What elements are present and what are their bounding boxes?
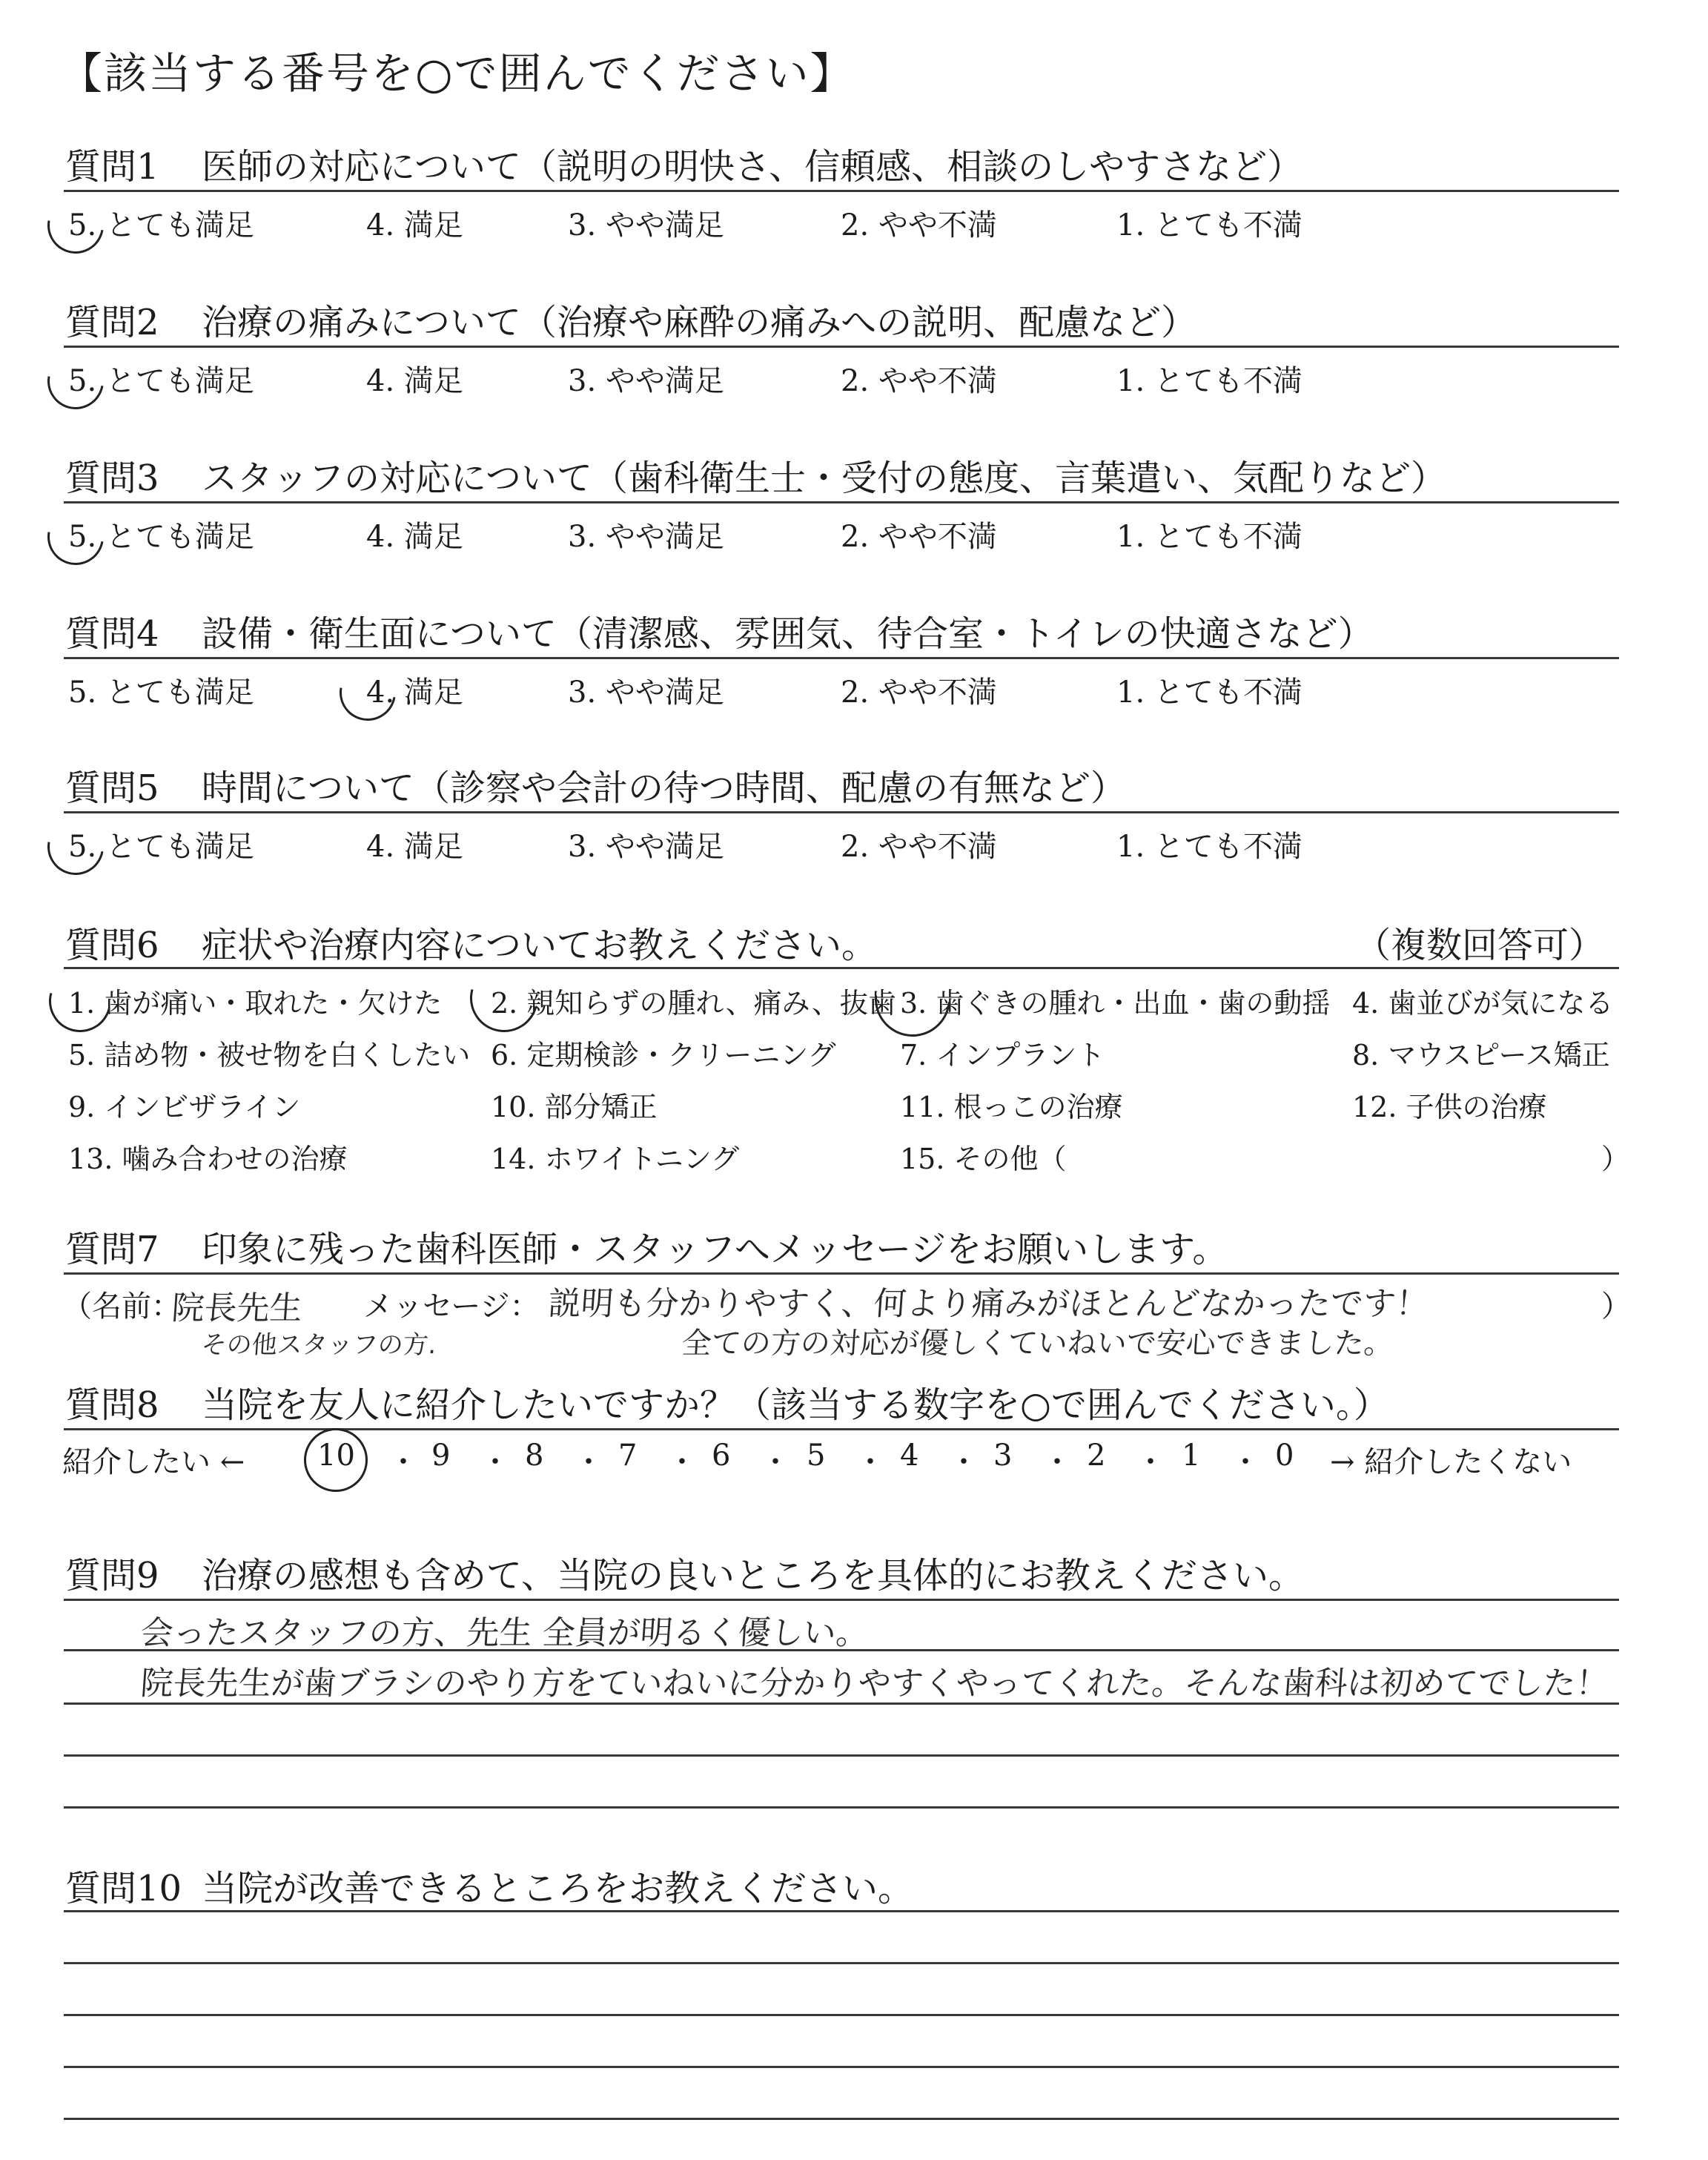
option-2[interactable]: 2. やや不満 — [841, 208, 997, 242]
option-5[interactable]: 5. とても満足 — [68, 676, 254, 710]
selection-circle — [36, 186, 115, 265]
question-text: 症状や治療内容についてお教えください。 — [202, 925, 878, 966]
scale-dot: ・ — [388, 1445, 418, 1479]
underline — [64, 811, 1619, 813]
answer-line — [64, 2066, 1619, 2068]
underline — [64, 346, 1619, 348]
selection-circle — [36, 807, 115, 886]
option-5[interactable]: 5. 詰め物・被せ物を白くしたい — [68, 1039, 471, 1071]
option-9[interactable]: 9. インビザライン — [68, 1091, 301, 1123]
handwritten-message-2: 全ての方の対応が優しくていねいで安心できました。 — [681, 1327, 1395, 1361]
answer-line — [64, 2014, 1619, 2016]
option-1[interactable]: 1. とても不満 — [1116, 364, 1302, 398]
scale-0[interactable]: 0 — [1275, 1439, 1294, 1473]
other-close-paren: ） — [1601, 1143, 1630, 1175]
handwritten-name-2: その他スタッフの方. — [200, 1330, 437, 1360]
option-15[interactable]: 15. その他（ — [900, 1143, 1067, 1175]
answer-line — [64, 1754, 1619, 1757]
option-4[interactable]: 4. 満足 — [366, 830, 463, 864]
question-label: 質問10 — [65, 1868, 182, 1909]
handwritten-message: 説明も分かりやすく、何より痛みがほとんどなかったです！ — [546, 1285, 1430, 1323]
question-label: 質問3 — [65, 458, 159, 499]
scale-7[interactable]: 7 — [618, 1439, 638, 1473]
message-label: メッセージ： — [363, 1289, 540, 1324]
option-5[interactable]: 5. とても満足 — [68, 208, 254, 242]
scale-2[interactable]: 2 — [1087, 1439, 1106, 1473]
option-4[interactable]: 4. 満足 — [366, 520, 463, 554]
question-label: 質問9 — [65, 1555, 159, 1596]
selection-circle — [304, 1428, 368, 1492]
option-14[interactable]: 14. ホワイトニング — [491, 1143, 740, 1175]
scale-right-label: → 紹介したくない — [1330, 1445, 1572, 1479]
question-text: 当院を友人に紹介したいですか？（該当する数字を○で囲んでください。） — [202, 1384, 1389, 1426]
answer-line — [64, 1806, 1619, 1809]
option-3[interactable]: 3. やや満足 — [568, 520, 724, 554]
option-8[interactable]: 8. マウスピース矯正 — [1352, 1039, 1610, 1071]
option-4[interactable]: 4. 満足 — [366, 676, 463, 710]
question-text: 設備・衛生面について（清潔感、雰囲気、待合室・トイレの快適さなど） — [202, 613, 1374, 655]
question-label: 質問4 — [65, 613, 159, 655]
close-paren: ） — [1601, 1289, 1631, 1324]
question-text: スタッフの対応について（歯科衛生士・受付の態度、言葉遣い、気配りなど） — [202, 458, 1447, 499]
option-5[interactable]: 5. とても満足 — [68, 830, 254, 864]
question-text: 治療の感想も含めて、当院の良いところを具体的にお教えください。 — [202, 1555, 1305, 1596]
option-2[interactable]: 2. やや不満 — [841, 520, 997, 554]
answer-line — [64, 1599, 1619, 1601]
scale-3[interactable]: 3 — [993, 1439, 1013, 1473]
underline — [64, 501, 1619, 503]
option-12[interactable]: 12. 子供の治療 — [1352, 1091, 1547, 1123]
option-2[interactable]: 2. 親知らずの腫れ、痛み、抜歯 — [491, 987, 896, 1020]
scale-5[interactable]: 5 — [807, 1439, 826, 1473]
multiple-answer-note: （複数回答可） — [1355, 925, 1605, 966]
question-label: 質問8 — [65, 1384, 159, 1426]
underline — [64, 657, 1619, 659]
handwritten-answer-line-2: 院長先生が歯ブラシのやり方をていねいに分かりやすくやってくれた。そんな歯科は初めてでした！ — [139, 1665, 1610, 1702]
scale-6[interactable]: 6 — [712, 1439, 731, 1473]
scale-dot: ・ — [1042, 1445, 1072, 1479]
question-text: 印象に残った歯科医師・スタッフへメッセージをお願いします。 — [202, 1229, 1228, 1270]
option-4[interactable]: 4. 歯並びが気になる — [1352, 987, 1614, 1020]
handwritten-answer-line-1: 会ったスタッフの方、先生 全員が明るく優しい。 — [139, 1614, 870, 1652]
option-3[interactable]: 3. やや満足 — [568, 830, 724, 864]
scale-dot: ・ — [480, 1445, 510, 1479]
option-4[interactable]: 4. 満足 — [366, 208, 463, 242]
scale-dot: ・ — [949, 1445, 979, 1479]
scale-dot: ・ — [761, 1445, 790, 1479]
scale-left-label: 紹介したい ← — [62, 1445, 245, 1479]
selection-circle — [38, 959, 123, 1044]
option-3[interactable]: 3. 歯ぐきの腫れ・出血・歯の動揺 — [900, 987, 1331, 1020]
scale-4[interactable]: 4 — [900, 1439, 919, 1473]
underline — [64, 1428, 1619, 1430]
question-label: 質問5 — [65, 767, 159, 809]
scale-9[interactable]: 9 — [431, 1439, 451, 1473]
answer-line — [64, 1962, 1619, 1964]
scale-1[interactable]: 1 — [1182, 1439, 1201, 1473]
option-3[interactable]: 3. やや満足 — [568, 676, 724, 710]
option-6[interactable]: 6. 定期検診・クリーニング — [491, 1039, 836, 1071]
selection-circle — [328, 653, 407, 732]
option-2[interactable]: 2. やや不満 — [841, 364, 997, 398]
underline — [64, 967, 1619, 969]
option-3[interactable]: 3. やや満足 — [568, 208, 724, 242]
handwritten-name: 院長先生 — [170, 1289, 304, 1327]
option-3[interactable]: 3. やや満足 — [568, 364, 724, 398]
option-5[interactable]: 5. とても満足 — [68, 364, 254, 398]
scale-dot: ・ — [855, 1445, 885, 1479]
scale-dot: ・ — [667, 1445, 697, 1479]
option-11[interactable]: 11. 根っこの治療 — [900, 1091, 1123, 1123]
option-1[interactable]: 1. 歯が痛い・取れた・欠けた — [68, 987, 443, 1020]
option-2[interactable]: 2. やや不満 — [841, 676, 997, 710]
selection-circle — [36, 342, 115, 420]
scale-dot: ・ — [1231, 1445, 1260, 1479]
question-text: 当院が改善できるところをお教えください。 — [202, 1868, 914, 1909]
question-text: 時間について（診察や会計の待つ時間、配慮の有無など） — [202, 767, 1127, 809]
scale-dot: ・ — [574, 1445, 603, 1479]
question-label: 質問2 — [65, 302, 159, 343]
option-1[interactable]: 1. とても不満 — [1116, 520, 1302, 554]
option-1[interactable]: 1. とても不満 — [1116, 208, 1302, 242]
option-5[interactable]: 5. とても満足 — [68, 520, 254, 554]
option-7[interactable]: 7. インプラント — [900, 1039, 1105, 1071]
option-2[interactable]: 2. やや不満 — [841, 830, 997, 864]
question-label: 質問6 — [65, 925, 159, 966]
page-title: 【該当する番号を○で囲んでください】 — [59, 48, 855, 99]
question-text: 治療の痛みについて（治療や麻酔の痛みへの説明、配慮など） — [202, 302, 1197, 343]
name-label: （名前： — [62, 1289, 181, 1324]
scale-dot: ・ — [1136, 1445, 1165, 1479]
answer-line — [64, 2118, 1619, 2120]
option-1[interactable]: 1. とても不満 — [1116, 830, 1302, 864]
selection-circle — [36, 498, 115, 576]
question-label: 質問1 — [65, 146, 159, 188]
option-1[interactable]: 1. とても不満 — [1116, 676, 1302, 710]
question-text: 医師の対応について（説明の明快さ、信頼感、相談のしやすさなど） — [202, 146, 1303, 188]
underline — [64, 190, 1619, 192]
scale-10[interactable]: 10 — [317, 1439, 355, 1473]
answer-line — [64, 1910, 1619, 1912]
underline — [64, 1272, 1619, 1275]
option-10[interactable]: 10. 部分矯正 — [491, 1091, 658, 1123]
option-13[interactable]: 13. 噛み合わせの治療 — [68, 1143, 348, 1175]
option-4[interactable]: 4. 満足 — [366, 364, 463, 398]
scale-8[interactable]: 8 — [525, 1439, 544, 1473]
question-label: 質問7 — [65, 1229, 159, 1270]
